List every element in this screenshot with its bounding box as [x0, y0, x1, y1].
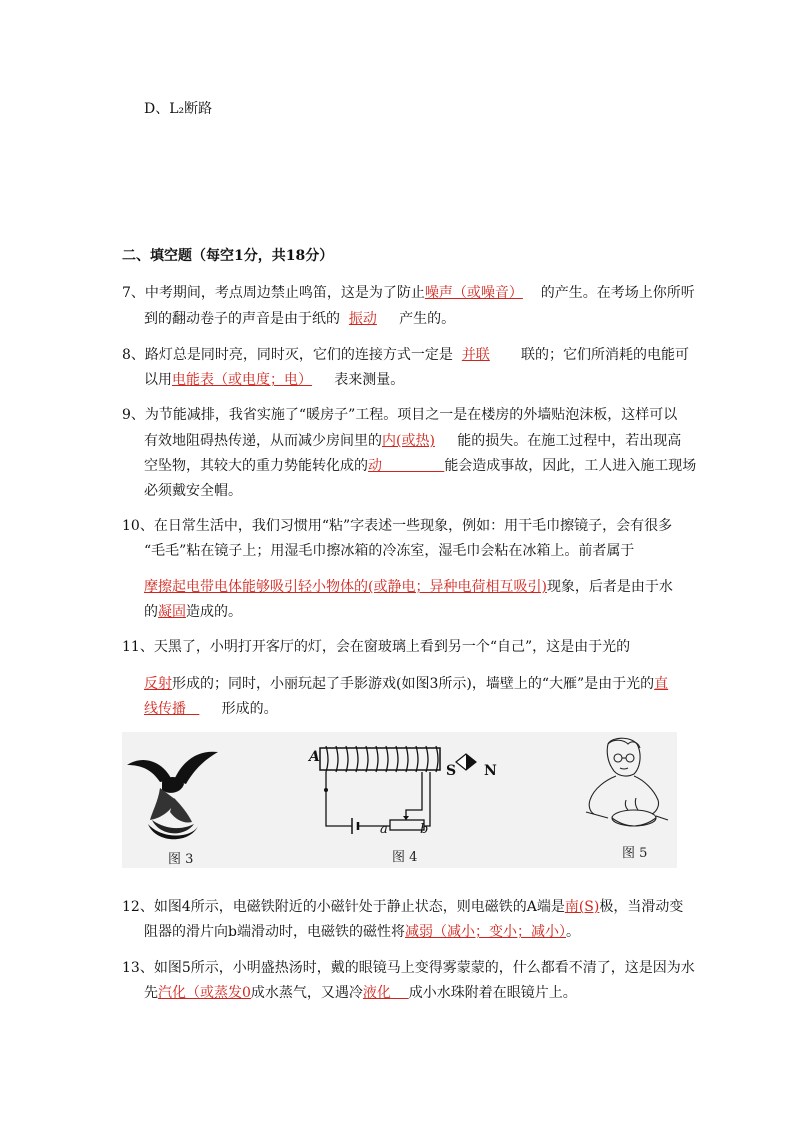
- q9-line-3: [144, 456, 696, 476]
- q8-answer-1: 并联: [461, 347, 490, 363]
- fig5-caption: 图 5: [622, 846, 648, 861]
- q10-line-2: “毛毛”粘在镜子上；用湿毛巾擦冰箱的冷冻室，湿毛巾会粘在冰箱上。前者属于: [144, 543, 635, 559]
- q11-text: 形成的。: [221, 701, 278, 717]
- q10-line-4: [144, 602, 242, 622]
- q12-text: 。: [565, 924, 580, 940]
- q8-text: 表来测量。: [334, 372, 405, 388]
- q11-line-2: [144, 674, 668, 694]
- q11-answer-1: 反射: [144, 676, 172, 692]
- q12-line-2: [144, 922, 580, 942]
- q10-text: 造成的。: [186, 604, 242, 620]
- q8-text: 以用: [144, 372, 172, 388]
- q12-line-1: [122, 897, 683, 917]
- q10-text: 现象，后者是由于水: [546, 579, 673, 595]
- fig5-boy-with-bowl-image: [578, 734, 674, 842]
- q7-text: 的产生。在考场上你所听: [540, 285, 695, 301]
- q11-text: 形成的；同时，小丽玩起了手影游戏(如图3所示)，墙壁上的“大雁”是由于光的: [172, 676, 655, 692]
- fig4-label-s: S: [446, 763, 457, 779]
- fig4-label-a: a: [380, 822, 388, 837]
- q13-answer-1: 汽化（或蒸发0: [158, 985, 251, 1001]
- fig4-caption: 图 4: [392, 850, 418, 865]
- section-heading: 二、填空题（每空1分，共18分）: [122, 248, 334, 264]
- option-d: D、L₂断路: [144, 101, 213, 117]
- fig4-circuit-diagram: [300, 740, 520, 844]
- q12-text: 极，当滑动变: [599, 899, 684, 915]
- q8-line-2: [144, 370, 404, 390]
- q9-text: 有效地阻碍热传递，从而减少房间里的: [144, 433, 382, 449]
- q13-line-1: 13、如图5所示，小明盛热汤时，戴的眼镜马上变得雾蒙蒙的，什么都看不清了，这是因为水: [122, 960, 695, 976]
- q9-answer-2: 动: [368, 458, 382, 474]
- q7-line-1: [122, 283, 695, 303]
- fig4-label-n: N: [484, 763, 497, 779]
- q11-answer-2b: 线传播: [144, 701, 186, 717]
- q9-line-1: 9、为节能减排，我省实施了“暖房子”工程。项目之一是在楼房的外墙贴泡沫板，这样可以: [122, 407, 678, 423]
- q12-answer-1: 南(S): [564, 899, 600, 915]
- q9-line-4: 必须戴安全帽。: [144, 483, 242, 499]
- q10-line-3: [144, 577, 673, 597]
- q9-text: 能会造成事故，因此，工人进入施工现场: [444, 458, 697, 474]
- q13-line-2: [144, 983, 577, 1003]
- q13-answer-2: 液化: [362, 985, 391, 1001]
- q9-line-2: [144, 431, 681, 451]
- q12-text: 阻器的滑片向b端滑动时，电磁铁的磁性将: [144, 924, 405, 940]
- q13-text: 成水蒸气，又遇冷: [250, 985, 363, 1001]
- fig3-caption: 图 3: [168, 852, 194, 867]
- q7-answer-2: 振动: [348, 311, 377, 327]
- q12-answer-2: 减弱（减小；变小；减小）: [404, 924, 566, 940]
- fig3-hand-shadow-image: [122, 740, 222, 850]
- q11-answer-2a: 直: [654, 676, 669, 692]
- q7-answer-1: 噪声（或噪音）: [424, 285, 523, 301]
- q11-line-3: [144, 699, 278, 719]
- fig4-label-b: b: [420, 822, 429, 837]
- q8-text: 8、路灯总是同时亮，同时灭，它们的连接方式一定是: [122, 347, 453, 363]
- q11-line-1: 11、天黑了，小明打开客厅的灯，会在窗玻璃上看到另一个“自己”，这是由于光的: [122, 639, 631, 655]
- q7-text: 到的翻动卷子的声音是由于纸的: [144, 311, 340, 327]
- q7-line-2: [144, 309, 455, 329]
- q10-answer-2: 凝固: [158, 604, 186, 620]
- q9-text: 空坠物，其较大的重力势能转化成的: [144, 458, 368, 474]
- fig4-label-a-end: A: [309, 749, 320, 765]
- q7-text: 产生的。: [399, 311, 456, 327]
- q8-line-1: [122, 345, 689, 365]
- q10-line-1: 10、在日常生活中，我们习惯用“粘”字表述一些现象，例如：用干毛巾擦镜子，会有很多: [122, 518, 673, 534]
- q10-text: 的: [144, 604, 158, 620]
- q8-answer-2: 电能表（或电度；电）: [172, 372, 312, 388]
- q12-text: 12、如图4所示，电磁铁附近的小磁针处于静止状态，则电磁铁的A端是: [122, 899, 565, 915]
- q7-text: 7、中考期间，考点周边禁止鸣笛，这是为了防止: [122, 285, 425, 301]
- q9-answer-1: 内(或热): [382, 433, 435, 449]
- q9-text: 能的损失。在施工过程中，若出现高: [457, 433, 682, 449]
- q13-text: 先: [144, 985, 158, 1001]
- q8-text: 联的；它们所消耗的电能可: [520, 347, 689, 363]
- q13-text: 成小水珠附着在眼镜片上。: [408, 985, 577, 1001]
- q10-answer-1: 摩擦起电带电体能够吸引轻小物体的(或静电；异种电荷相互吸引): [144, 579, 547, 595]
